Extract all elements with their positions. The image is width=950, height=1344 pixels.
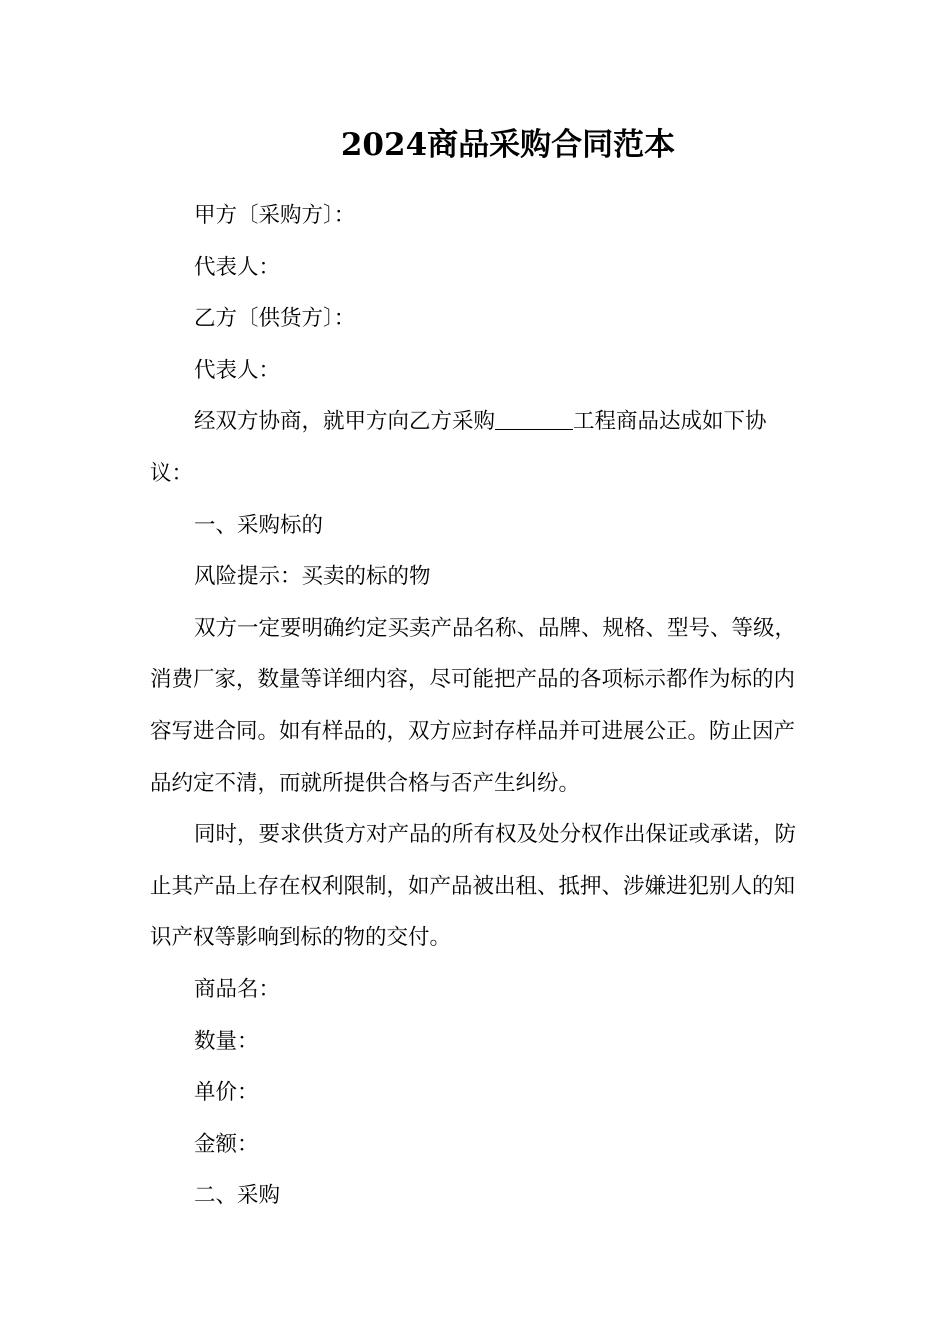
party-a-line: 甲方〔采购方〕： xyxy=(194,203,356,228)
subject-matter-paragraph: 双方一定要明确约定买卖产品名称、品牌、规格、型号、等级，消费厂家，数量等详细内容，尽可能把产品的各项标示都作为标的内容写进合同。如有样品的，双方应封存样品并可进展公正。防止因产品约定不清，而就所提供合格与否产生纠纷。 xyxy=(150,615,797,796)
party-b-representative-line: 代表人： xyxy=(194,357,281,383)
quantity-field: 数量： xyxy=(194,1028,259,1054)
section-1-heading: 一、采购标的 xyxy=(194,512,324,538)
risk-note: 风险提示：买卖的标的物 xyxy=(194,564,431,590)
section-2-heading: 二、采购 xyxy=(194,1183,281,1209)
unit-price-field: 单价： xyxy=(194,1080,259,1106)
intro-text-after-blank: 工程商品达成如下协议： xyxy=(150,409,767,486)
party-b-line: 乙方〔供货方〕： xyxy=(194,306,356,332)
project-name-blank xyxy=(495,409,573,430)
party-a-representative-line: 代表人： xyxy=(194,254,281,280)
amount-field: 金额： xyxy=(194,1131,259,1157)
document-body xyxy=(150,190,802,1222)
document-title: 2024商品采购合同范本 xyxy=(340,127,676,163)
product-name-field: 商品名： xyxy=(194,976,281,1002)
ownership-paragraph: 同时，要求供货方对产品的所有权及处分权作出保证或承诺，防止其产品上存在权利限制，如产品被出租、抵押、涉嫌进犯别人的知识产权等影响到标的物的交付。 xyxy=(150,822,797,951)
intro-text-before-blank: 经双方协商，就甲方向乙方采购 xyxy=(194,409,496,435)
intro-paragraph xyxy=(150,396,802,499)
